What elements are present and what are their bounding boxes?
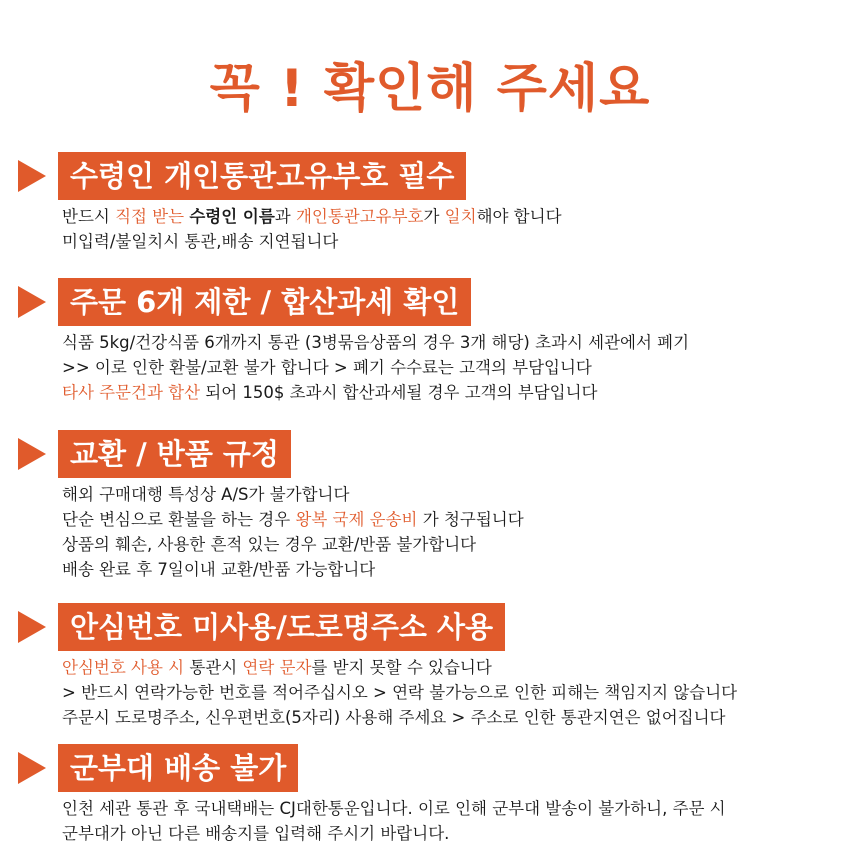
arrow-icon [18,611,46,643]
text-segment: 군부대가 아닌 다른 배송지를 입력해 주시기 바랍니다. [62,824,450,843]
text-segment: > 반드시 연락가능한 번호를 적어주십시오 > 연락 불가능으로 인한 피해는 책임지지 않습니다 [62,683,738,702]
text-segment: 해야 합니다 [476,207,562,226]
section-body [62,655,860,730]
highlighted-text: 연락 문자 [242,658,312,677]
body-line [62,532,860,557]
section-heading: 교환 / 반품 규정 [58,430,291,478]
highlighted-text: 안심번호 사용 시 [62,658,185,677]
section-body [62,204,860,254]
section-body [62,796,860,846]
section-body [62,330,860,405]
body-line [62,796,860,821]
section-heading: 안심번호 미사용/도로명주소 사용 [58,603,505,651]
text-segment: 통관시 [184,658,243,677]
body-line [62,655,860,680]
body-line [62,229,860,254]
body-line [62,557,860,582]
section-recipient-customs-code [18,152,860,254]
text-segment: 미입력/불일치시 통관,배송 지연됩니다 [62,232,339,251]
section-safe-number [18,603,860,730]
body-line [62,482,860,507]
highlighted-text: 왕복 국제 운송비 [295,510,418,529]
arrow-icon [18,752,46,784]
section-military-delivery [18,744,860,846]
text-segment: 되어 150$ 초과시 합산과세될 경우 고객의 부담입니다 [200,383,598,402]
arrow-icon [18,160,46,192]
page-title: 꼭 ! 확인해 주세요 [209,59,651,119]
section-exchange-return [18,430,860,582]
text-segment: 과 [274,207,296,226]
highlighted-text: 타사 주문건과 합산 [62,383,201,402]
text-segment: 상품의 훼손, 사용한 흔적 있는 경우 교환/반품 불가합니다 [62,535,477,554]
body-line [62,821,860,846]
body-line [62,380,860,405]
highlighted-text: 일치 [444,207,477,226]
text-segment: 를 받지 못할 수 있습니다 [311,658,492,677]
body-line [62,507,860,532]
arrow-icon [18,438,46,470]
highlighted-text: 직접 받는 [115,207,185,226]
text-segment: 단순 변심으로 환불을 하는 경우 [62,510,296,529]
body-line [62,680,860,705]
section-heading: 수령인 개인통관고유부호 필수 [58,152,466,200]
arrow-icon [18,286,46,318]
text-segment: >> 이로 인한 환불/교환 불가 합니다 > 폐기 수수료는 고객의 부담입니다 [62,358,592,377]
text-segment: 식품 5kg/건강식품 6개까지 통관 (3병묶음상품의 경우 3개 해당) 초과시 세관에서 폐기 [62,333,690,352]
text-segment: 해외 구매대행 특성상 A/S가 불가합니다 [62,485,350,504]
section-heading: 군부대 배송 불가 [58,744,298,792]
text-segment: 반드시 [62,207,116,226]
section-body [62,482,860,582]
text-segment: 배송 완료 후 7일이내 교환/반품 가능합니다 [62,560,376,579]
text-segment: 가 청구됩니다 [417,510,524,529]
body-line [62,355,860,380]
section-order-limit [18,278,860,405]
section-heading: 주문 6개 제한 / 합산과세 확인 [58,278,471,326]
text-segment: 가 [423,207,445,226]
highlighted-text: 개인통관고유부호 [295,207,424,226]
body-line [62,705,860,730]
text-segment: 수령인 이름 [189,207,275,226]
text-segment: 주문시 도로명주소, 신우편번호(5자리) 사용해 주세요 > 주소로 인한 통관지연은 없어집니다 [62,708,726,727]
body-line [62,330,860,355]
body-line [62,204,860,229]
text-segment: 인천 세관 통관 후 국내택배는 CJ대한통운입니다. 이로 인해 군부대 발송이 불가하니, 주문 시 [62,799,726,818]
